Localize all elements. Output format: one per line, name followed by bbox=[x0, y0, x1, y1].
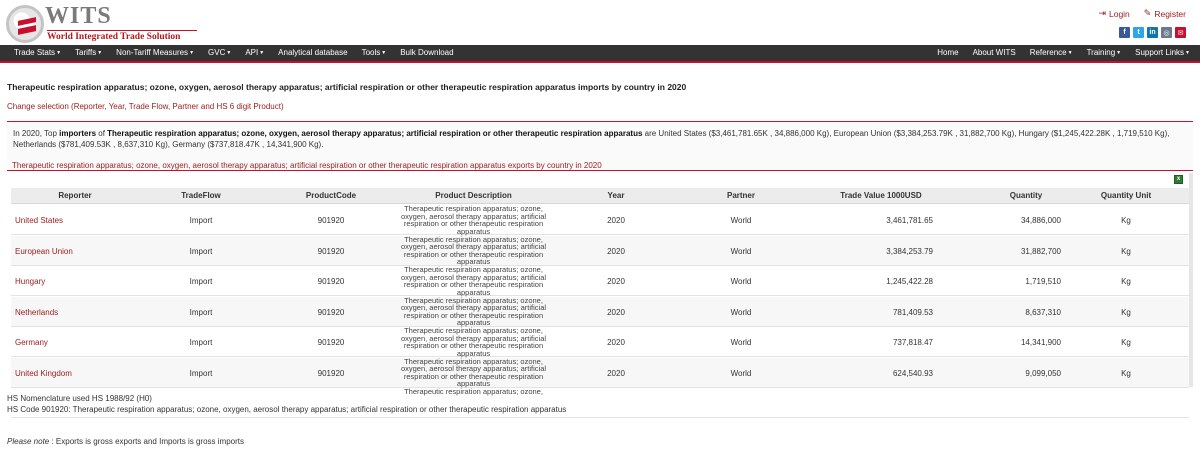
column-header[interactable]: Reporter bbox=[58, 191, 92, 200]
cell-value: 624,540.93 bbox=[892, 368, 933, 378]
cell-code: 901920 bbox=[317, 338, 345, 347]
nav-item-analytical-database[interactable]: Analytical database bbox=[278, 48, 348, 57]
table-row bbox=[11, 358, 1189, 388]
reporter-link[interactable]: Hungary bbox=[15, 277, 46, 286]
nav-item-bulk-download[interactable]: Bulk Download bbox=[400, 48, 454, 57]
column-header[interactable]: Quantity bbox=[1009, 191, 1043, 200]
nav-item-trade-stats[interactable]: Trade Stats▼ bbox=[14, 48, 62, 57]
cell-quantity: 31,882,700 bbox=[1020, 246, 1061, 256]
main-nav bbox=[0, 45, 1200, 63]
nav-item-gvc[interactable]: GVC▼ bbox=[208, 48, 232, 57]
chevron-down-icon: ▼ bbox=[226, 50, 232, 56]
cell-unit: Kg bbox=[1121, 368, 1131, 378]
cell-desc: Therapeutic respiration apparatus; ozone, oxygen, aerosol therapy apparatus; artificial respiration or other therapeutic respiration apparatus bbox=[400, 356, 547, 389]
exports-by-country-link[interactable]: Therapeutic respiration apparatus; ozone, oxygen, aerosol therapy apparatus; artificial respiration or other therapeutic respiration apparatus exports by country in 2020 bbox=[12, 161, 602, 170]
cell-quantity: 1,719,510 bbox=[1025, 277, 1061, 286]
change-selection-link[interactable]: Change selection (Reporter, Year, Trade Flow, Partner and HS 6 digit Product) bbox=[7, 102, 284, 111]
wits-logo[interactable] bbox=[6, 3, 206, 43]
cell-code: 901920 bbox=[317, 246, 345, 256]
cell-year: 2020 bbox=[607, 216, 625, 225]
cell-quantity: 14,341,900 bbox=[1020, 338, 1061, 347]
cell-value: 737,818.47 bbox=[892, 338, 933, 347]
cell-year: 2020 bbox=[607, 246, 625, 256]
column-header[interactable]: ProductCode bbox=[305, 191, 357, 200]
column-header[interactable]: Partner bbox=[726, 191, 755, 200]
site-header bbox=[0, 0, 1200, 44]
cell-year: 2020 bbox=[607, 368, 625, 378]
nav-item-about-wits[interactable]: About WITS bbox=[972, 48, 1016, 57]
cell-code: 901920 bbox=[317, 307, 345, 317]
column-header[interactable]: TradeFlow bbox=[181, 191, 221, 200]
column-header[interactable]: Product Description bbox=[435, 191, 512, 200]
table-scrollbar[interactable] bbox=[1189, 173, 1193, 387]
cell-partner: World bbox=[730, 277, 752, 286]
nav-left bbox=[0, 45, 461, 61]
cell-desc: Therapeutic respiration apparatus; ozone, oxygen, aerosol therapy apparatus; artificial respiration or other therapeutic respiration apparatus bbox=[400, 265, 547, 297]
globe-icon bbox=[6, 5, 44, 43]
chevron-down-icon: ▼ bbox=[381, 50, 387, 56]
cell-desc: Therapeutic respiration apparatus; ozone, oxygen, aerosol therapy apparatus; artificial respiration or other therapeutic respiration apparatus bbox=[400, 326, 547, 358]
cell-value: 1,245,422.28 bbox=[886, 277, 933, 286]
cell-partner: World bbox=[730, 368, 752, 378]
data-table bbox=[11, 173, 1189, 396]
register-icon: ✎ bbox=[1143, 8, 1152, 18]
cell-value: 3,384,253.79 bbox=[886, 246, 933, 256]
reporter-link[interactable]: United Kingdom bbox=[15, 368, 72, 378]
table-row bbox=[11, 205, 1189, 235]
excel-export-icon[interactable]: x bbox=[1174, 175, 1183, 184]
cell-unit: Kg bbox=[1121, 307, 1131, 317]
cell-unit: Kg bbox=[1121, 246, 1131, 256]
cell-code: 901920 bbox=[317, 216, 345, 225]
facebook-icon[interactable]: f bbox=[1119, 27, 1130, 38]
table-row bbox=[11, 266, 1189, 296]
table-row bbox=[11, 236, 1189, 266]
column-header[interactable]: Quantity Unit bbox=[1100, 191, 1152, 200]
nav-item-training[interactable]: Training▼ bbox=[1086, 48, 1122, 57]
cell-partner: World bbox=[730, 307, 752, 317]
twitter-icon[interactable]: t bbox=[1133, 27, 1144, 38]
nav-item-tariffs[interactable]: Tariffs▼ bbox=[75, 48, 103, 57]
cell-value: 781,409.53 bbox=[892, 307, 933, 317]
reporter-link[interactable]: United States bbox=[15, 216, 64, 225]
chevron-down-icon: ▼ bbox=[1116, 50, 1122, 56]
nomenclature-note: HS Nomenclature used HS 1988/92 (H0) bbox=[7, 394, 152, 403]
nav-item-reference[interactable]: Reference▼ bbox=[1029, 48, 1073, 57]
social-links bbox=[1119, 27, 1186, 38]
nav-item-home[interactable]: Home bbox=[937, 48, 959, 57]
login-label: Login bbox=[1108, 8, 1130, 19]
cell-tradeflow: Import bbox=[189, 277, 213, 286]
cell-code: 901920 bbox=[317, 277, 345, 286]
chevron-down-icon: ▼ bbox=[259, 50, 265, 56]
reporter-link[interactable]: European Union bbox=[15, 246, 73, 256]
chevron-down-icon: ▼ bbox=[97, 50, 103, 56]
column-header[interactable]: Year bbox=[607, 191, 625, 200]
cell-unit: Kg bbox=[1121, 338, 1131, 347]
summary-text: In 2020, Top importers of Therapeutic respiration apparatus; ozone, oxygen, aerosol therapy apparatus; artificial respiration or other therapeutic respiration apparatus are United States ($3,461,781.65K , 34,886,000 Kg), European Union ($3,384,253.79K , 31,882,700 Kg), Hungary ($1,245,422.28K , 1,719,510 Kg), Netherlands ($781,409.53K , 8,637,310 Kg), Germany ($737,818.47K , 14,341,900 Kg). bbox=[13, 129, 1170, 149]
cell-tradeflow: Import bbox=[189, 307, 213, 317]
cell-desc: Therapeutic respiration apparatus; ozone, oxygen, aerosol therapy apparatus; artificial respiration or other therapeutic respiration apparatus bbox=[400, 295, 547, 328]
cell-partner: World bbox=[730, 246, 752, 256]
cell-tradeflow: Import bbox=[189, 216, 213, 225]
cell-year: 2020 bbox=[607, 307, 625, 317]
cell-tradeflow: Import bbox=[189, 368, 213, 378]
cell-tradeflow: Import bbox=[189, 246, 213, 256]
hs-code-note: HS Code 901920: Therapeutic respiration apparatus; ozone, oxygen, aerosol therapy apparatus; artificial respiration or other therapeutic respiration apparatus bbox=[7, 405, 567, 414]
register-label: Register bbox=[1154, 8, 1186, 19]
reporter-link[interactable]: Netherlands bbox=[15, 307, 59, 317]
register-link[interactable] bbox=[1144, 8, 1186, 19]
cell-desc: Therapeutic respiration apparatus; ozone, oxygen, aerosol therapy apparatus; artificial respiration or other therapeutic respiration apparatus bbox=[400, 204, 547, 236]
table-header bbox=[11, 188, 1189, 204]
cell-quantity: 8,637,310 bbox=[1025, 307, 1061, 317]
logo-title: WITS bbox=[45, 3, 112, 29]
nav-right bbox=[930, 45, 1200, 61]
summary-box bbox=[7, 121, 1193, 171]
logo-subtitle: World Integrated Trade Solution bbox=[47, 32, 181, 42]
reporter-link[interactable]: Germany bbox=[15, 338, 48, 347]
mail-icon[interactable]: ✉ bbox=[1175, 27, 1186, 38]
gross-note: Please note : Exports is gross exports and Imports is gross imports bbox=[7, 437, 244, 446]
cell-desc: Therapeutic respiration apparatus; ozone, oxygen, aerosol therapy apparatus; artificial respiration or other therapeutic respiration apparatus bbox=[400, 234, 547, 267]
nav-item-api[interactable]: API▼ bbox=[245, 48, 265, 57]
cell-partner: World bbox=[730, 338, 752, 347]
auth-links bbox=[1098, 8, 1186, 19]
cell-value: 3,461,781.65 bbox=[886, 216, 933, 225]
table-row bbox=[11, 327, 1189, 357]
nav-item-tools[interactable]: Tools▼ bbox=[361, 48, 387, 57]
login-icon: ⇥ bbox=[1098, 8, 1106, 18]
chevron-down-icon: ▼ bbox=[56, 50, 62, 56]
cell-unit: Kg bbox=[1121, 216, 1131, 225]
nav-item-support-links[interactable]: Support Links▼ bbox=[1135, 48, 1190, 57]
column-header[interactable]: Trade Value 1000USD bbox=[840, 191, 922, 200]
cell-code: 901920 bbox=[317, 368, 345, 378]
cell-desc: Therapeutic respiration apparatus; ozone, bbox=[404, 387, 543, 396]
cell-unit: Kg bbox=[1121, 277, 1131, 286]
chevron-down-icon: ▼ bbox=[189, 50, 195, 56]
cell-year: 2020 bbox=[607, 338, 625, 347]
login-link[interactable] bbox=[1098, 8, 1129, 19]
cell-quantity: 9,099,050 bbox=[1025, 368, 1061, 378]
cell-partner: World bbox=[730, 216, 752, 225]
cell-tradeflow: Import bbox=[189, 338, 213, 347]
page-title: Therapeutic respiration apparatus; ozone, oxygen, aerosol therapy apparatus; artificial respiration or other therapeutic respiration apparatus imports by country in 2020 bbox=[7, 82, 687, 92]
rss-icon[interactable]: ◎ bbox=[1161, 27, 1172, 38]
nav-item-non-tariff-measures[interactable]: Non-Tariff Measures▼ bbox=[116, 48, 195, 57]
cell-quantity: 34,886,000 bbox=[1020, 216, 1061, 225]
linkedin-icon[interactable]: in bbox=[1147, 27, 1158, 38]
cell-year: 2020 bbox=[607, 277, 625, 286]
chevron-down-icon: ▼ bbox=[1185, 50, 1190, 56]
table-row bbox=[11, 297, 1189, 327]
chevron-down-icon: ▼ bbox=[1067, 50, 1073, 56]
